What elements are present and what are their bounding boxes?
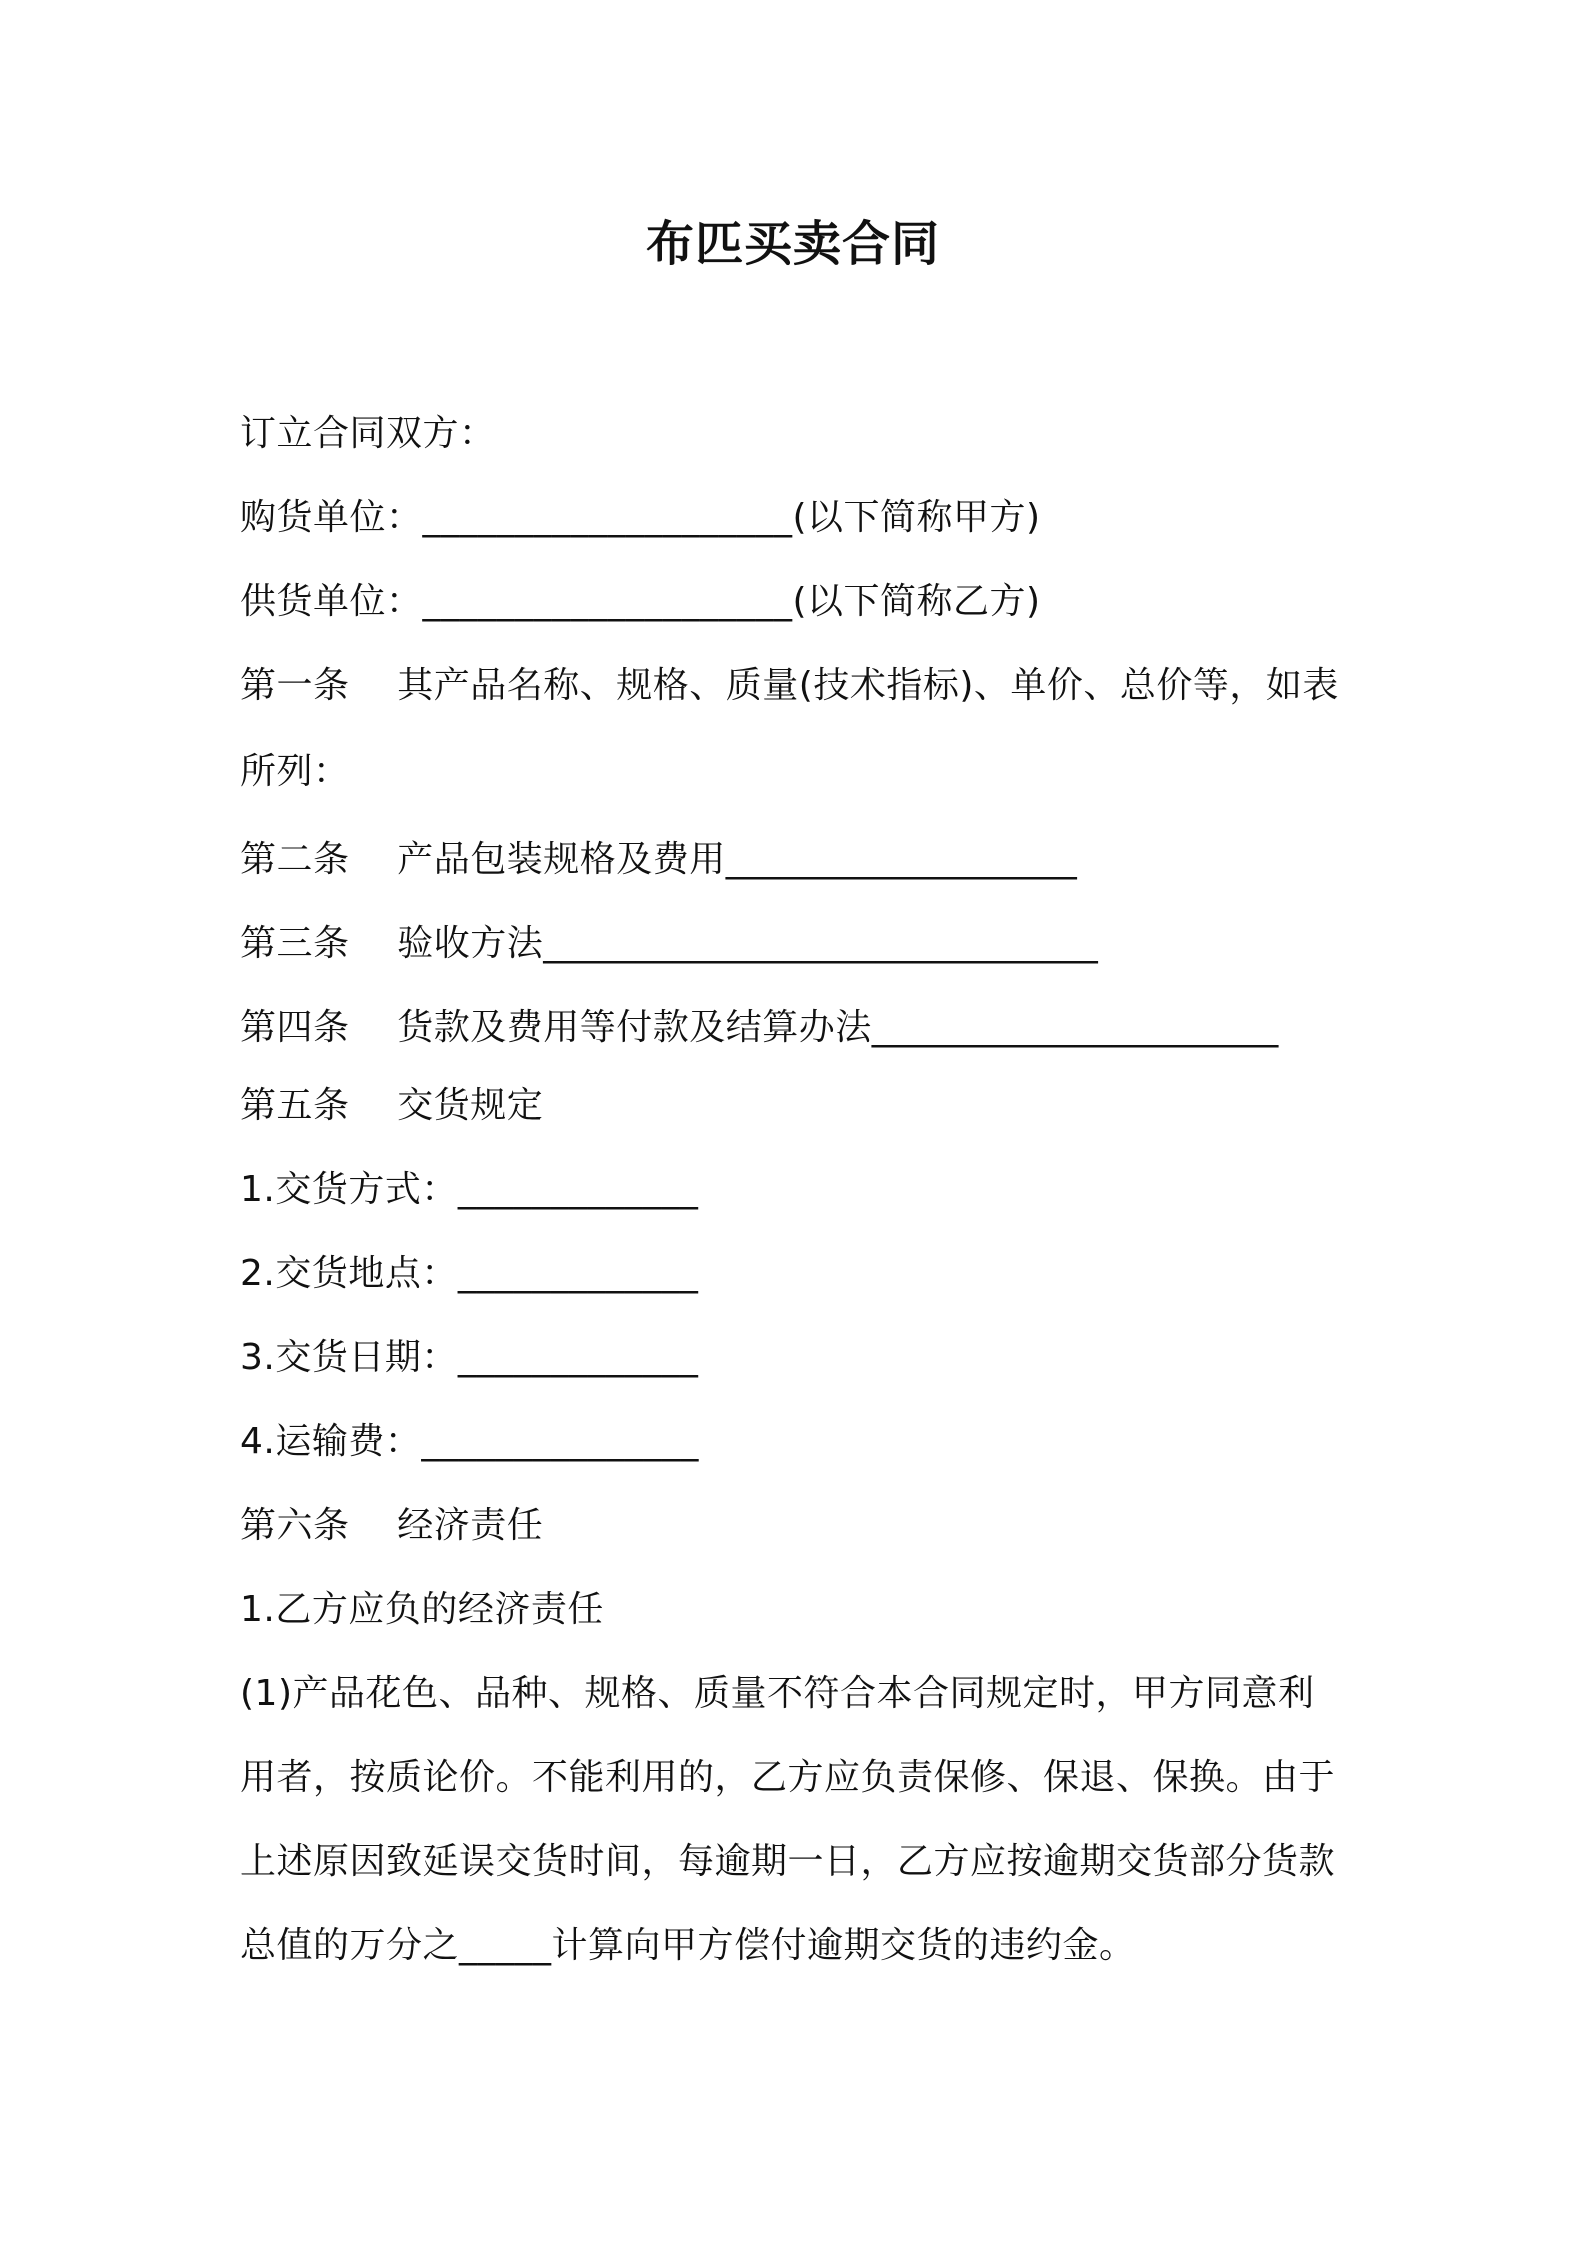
liability-paragraph-line-1: (1)产品花色、品种、规格、质量不符合本合同规定时，甲方同意利: [240, 1673, 1315, 1714]
delivery-method: 1.交货方式：_____________: [240, 1169, 699, 1210]
supplier-line: 供货单位：____________________(以下简称乙方): [240, 581, 1041, 622]
article-2: 第二条 产品包装规格及费用___________________: [240, 839, 1078, 880]
article-6: 第六条 经济责任: [240, 1505, 544, 1546]
liability-paragraph-line-2: 用者，按质论价。不能利用的，乙方应负责保修、保退、保换。由于: [240, 1757, 1336, 1798]
article-4: 第四条 货款及费用等付款及结算办法______________________: [240, 1007, 1279, 1048]
delivery-location: 2.交货地点：_____________: [240, 1253, 699, 1294]
liability-paragraph-line-4: 总值的万分之_____计算向甲方偿付逾期交货的违约金。: [240, 1925, 1136, 1966]
article-1-line-1: 第一条 其产品名称、规格、质量(技术指标)、单价、总价等，如表: [240, 665, 1339, 706]
article-3: 第三条 验收方法______________________________: [240, 923, 1099, 964]
article-5: 第五条 交货规定: [240, 1085, 544, 1126]
party-b-liability-heading: 1.乙方应负的经济责任: [240, 1589, 604, 1630]
buyer-line: 购货单位：____________________(以下简称甲方): [240, 497, 1041, 538]
liability-paragraph-line-3: 上述原因致延误交货时间，每逾期一日，乙方应按逾期交货部分货款: [240, 1841, 1336, 1882]
delivery-date: 3.交货日期：_____________: [240, 1337, 699, 1378]
document-title: 布匹买卖合同: [645, 216, 940, 272]
transport-fee: 4.运输费：_______________: [240, 1421, 699, 1462]
contract-parties-heading: 订立合同双方：: [240, 413, 496, 454]
article-1-line-2: 所列：: [240, 751, 350, 792]
